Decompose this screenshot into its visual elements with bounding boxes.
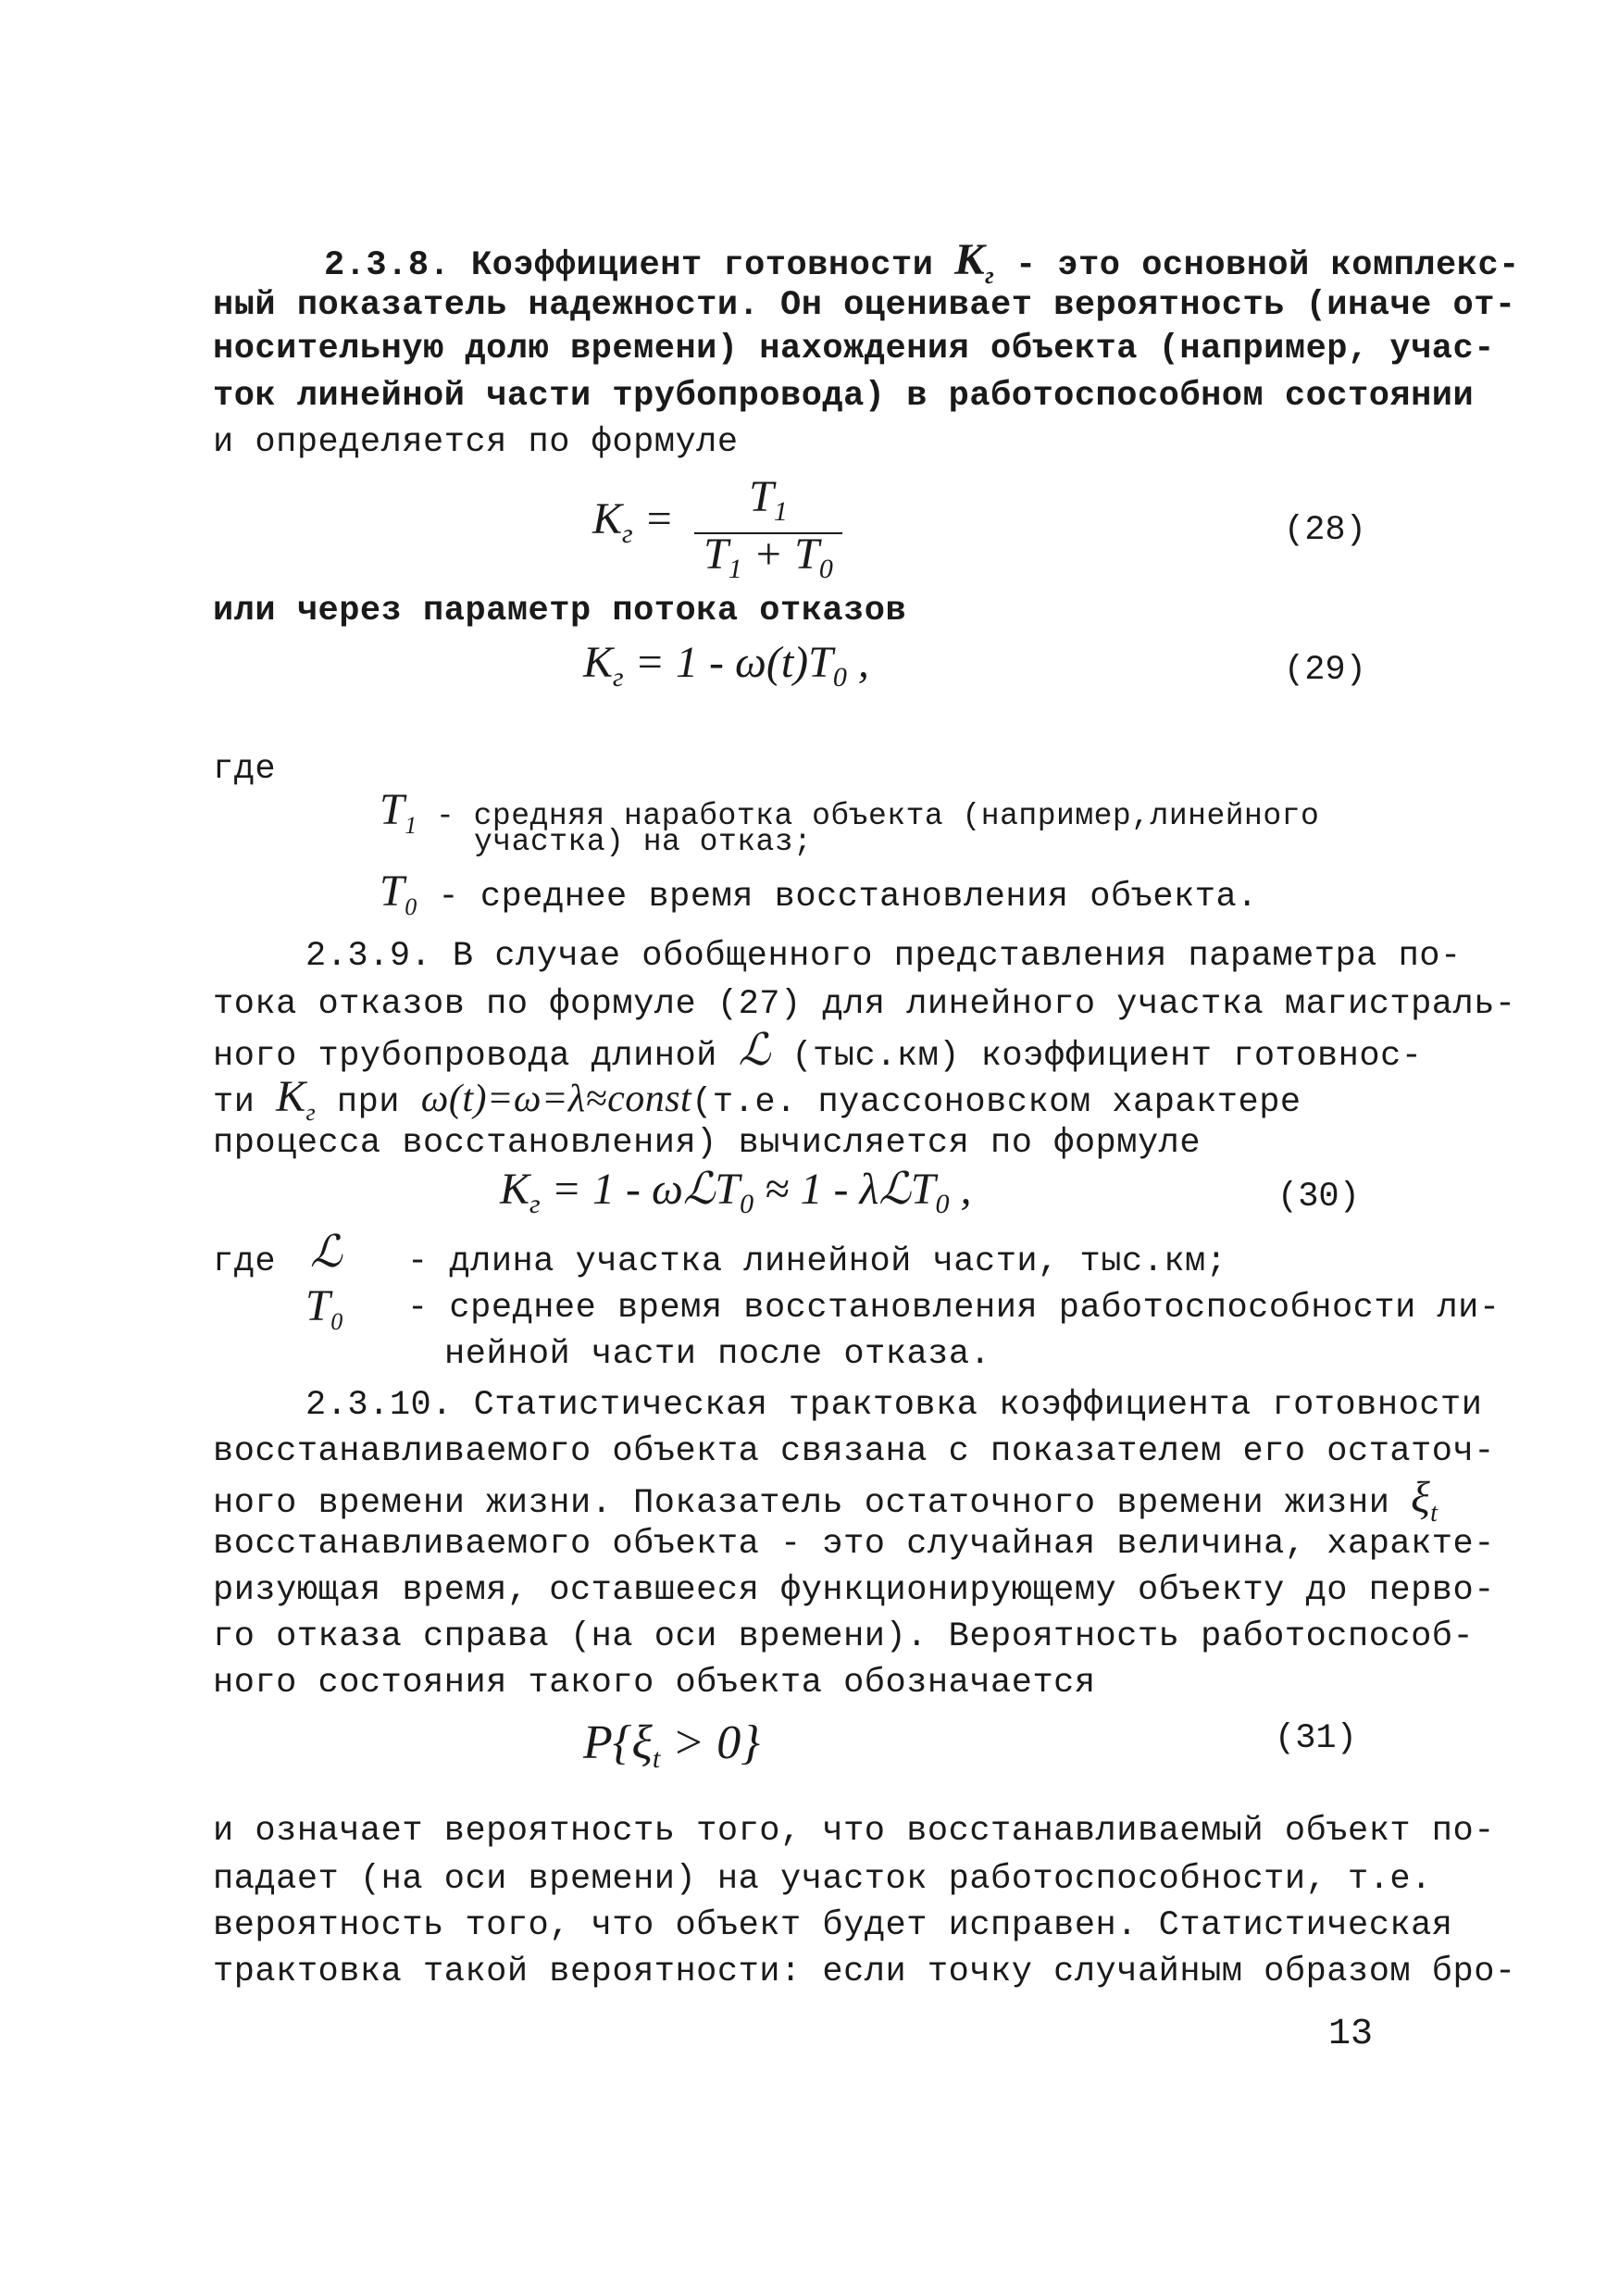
p2310-line3 [213,1473,1438,1528]
p2310-line1: 2.3.10. Статистическая трактовка коэффициента готовности [305,1386,1483,1425]
omega-formula: ω(t)=ω=λ≈const [420,1078,692,1120]
p238-line2: ный показатель надежности. Он оценивает вероятность (иначе от- [213,286,1516,325]
text: при [316,1083,421,1122]
p238-line3: носительную долю времени) нахождения объекта (например, учас- [213,330,1495,368]
where2-sym2 [305,1281,343,1335]
t0-def: - среднее время восстановления объекта. [417,878,1258,917]
xi-symbol: ξ [1411,1473,1431,1522]
rest: > 0} [660,1716,761,1769]
final-line2: падает (на оси времени) на участок работоспособности, т.е. [213,1860,1432,1899]
equation-31 [583,1716,1509,1774]
t0-sub: 0 [740,1189,754,1219]
eq30-number: (30) [1277,1178,1360,1217]
num: T [749,472,774,521]
where2-def2-line1: - среднее время восстановления работоспособности ли- [407,1289,1501,1328]
den: T [704,530,729,579]
k-sub: г [529,1189,541,1219]
tail: , [846,638,869,687]
p2310-line6: го отказа справа (на оси времени). Вероятность работоспособ- [213,1617,1475,1656]
where-label-2: где [213,1242,277,1281]
t0-symbol: T [305,1281,331,1330]
where-label-1: где [213,750,277,789]
p239-line1: 2.3.9. В случае обобщенного представления параметра по- [305,937,1462,976]
t0-sub: 0 [330,1308,343,1335]
where2-def1: - длина участка линейной части, тыс.км; [407,1242,1227,1281]
t1-symbol: T [380,785,405,834]
approx: ≈ 1 - λℒT [753,1165,936,1214]
den-plus: + T [741,530,819,579]
text: (тыс.км) коэффициент готовнос- [770,1037,1423,1076]
p238-line4: ток линейной части трубопровода) в работоспособном состоянии [213,377,1475,416]
text: - это основной комплекс- [994,246,1520,285]
p2310-line2: восстанавливаемого объекта связана с показателем его остаточ- [213,1432,1495,1471]
num-sub: 1 [773,496,788,527]
t0-sub: 0 [832,662,847,693]
kr-sub: г [985,262,995,289]
rest: = 1 - ωℒT [540,1165,741,1214]
kr-symbol: К [276,1072,306,1121]
equation-29 [583,638,1509,693]
page-number: 13 [1328,2014,1374,2055]
final-line3: вероятность того, что объект будет исправен. Статистическая [213,1906,1453,1945]
text: 2.3.8. Коэффициент готовности [324,246,955,285]
where2-def2-line2: нейной части после отказа. [444,1335,991,1374]
t0-symbol: T [380,867,405,916]
lhs: К [592,494,622,543]
equation-30 [500,1165,1518,1219]
p239-line4 [213,1072,1301,1126]
text: ного времени жизни. Показатель остаточного времени жизни [213,1484,1412,1523]
p-xi: P{ξ [583,1716,653,1769]
kr-sub: г [305,1099,317,1126]
k: К [583,638,613,687]
eq28-denominator [694,530,842,584]
lhs-sub: г [621,518,633,549]
eq29-formula [583,638,869,693]
k-sub: г [612,662,624,693]
or-line: или через параметр потока отказов [213,592,907,630]
t1-sub: 1 [405,812,417,839]
eq31-formula [583,1716,761,1774]
den-sub1: 1 [728,554,742,584]
text: ного трубопровода длиной [213,1037,739,1076]
tail: , [949,1165,972,1214]
eq31-number: (31) [1275,1719,1357,1758]
where2-sym1: ℒ [310,1228,343,1277]
eq28-number: (28) [1284,511,1366,550]
p238-line5: и определяется по формуле [213,423,739,462]
equals: = [632,494,674,543]
p2310-line4: восстанавливаемого объекта - это случайная величина, характе- [213,1525,1495,1564]
equation-28 [592,472,1518,584]
den-sub2: 0 [818,554,833,584]
text: ти [213,1083,277,1122]
eq29-number: (29) [1284,651,1366,690]
t1-def-line1: - средняя наработка объекта (например,линейного [417,799,1320,833]
p2310-line5: ризующая время, оставшееся функционирующему объекту до перво- [213,1571,1495,1610]
kr-symbol: К [954,235,986,284]
final-line1: и означает вероятность того, что восстанавливаемый объект по- [213,1812,1495,1851]
p238-line1 [324,235,1520,289]
final-line4: трактовка такой вероятности: если точку случайным образом бро- [213,1953,1516,1991]
t0-sub2: 0 [935,1189,950,1219]
p239-line5: процесса восстановления) вычисляется по формуле [213,1124,1202,1163]
eq30-formula [500,1165,972,1219]
def-t1-line2: участка) на отказ; [474,825,813,859]
def-t0 [380,867,1258,920]
t0-sub: 0 [405,893,417,920]
xi-sub: t [1430,1499,1438,1528]
k: К [500,1165,529,1214]
script-l-symbol: ℒ [738,1026,771,1075]
text: (т.е. пуассоновском характере [691,1083,1301,1122]
eq28-numerator [694,472,842,527]
p2310-line7: ного состояния такого объекта обозначается [213,1664,1096,1703]
t-sub: t [652,1743,661,1774]
rest: = 1 - ω(t)T [623,638,833,687]
p239-line3 [213,1026,1423,1078]
p239-line2: тока отказов по формуле (27) для линейного участка магистраль- [213,985,1516,1024]
eq28-lhs [592,494,674,549]
